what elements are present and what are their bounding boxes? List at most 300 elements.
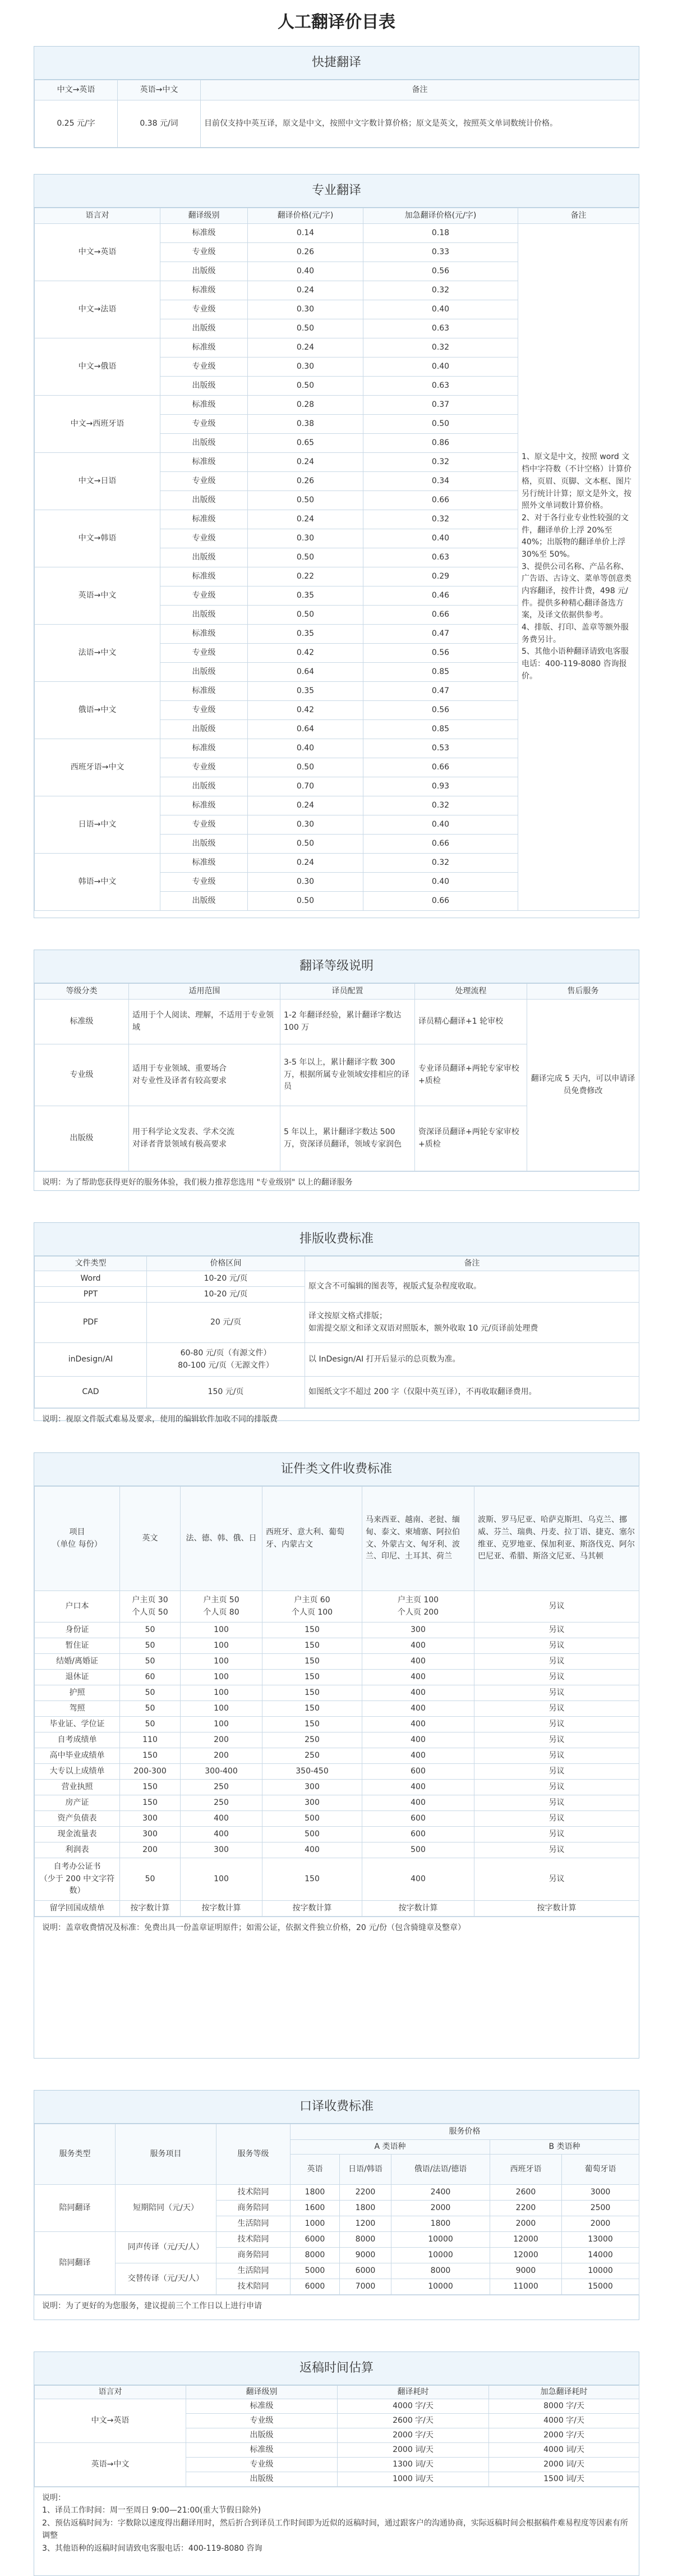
urgent-price: 0.29	[363, 567, 518, 586]
quick-row	[35, 100, 639, 148]
cert-price: 100	[181, 1654, 262, 1670]
quick-translation-section-header: 快捷翻译	[34, 47, 639, 80]
service-price: 9000	[340, 2248, 391, 2263]
service-item: 同声传译（元/天/人）	[116, 2232, 216, 2263]
turnaround-time: 4000 字/天	[489, 2414, 639, 2428]
cert-price: 400	[362, 1670, 474, 1685]
cert-item: 暂住证	[35, 1638, 120, 1654]
cert-price: 50	[120, 1638, 181, 1654]
service-price: 12000	[490, 2248, 562, 2263]
urgent-price: 0.63	[363, 319, 518, 338]
price: 0.28	[248, 396, 363, 415]
pro-remark: 1、原文是中文，按照 word 文档中字符数（不计空格）计算价格，页眉、页脚、文本框、图片另行统计计算；原文是外文，按照外文单词数计算价格。 2、对于各行业专业性较强的文件，翻译单价上浮 20%至 40%；出版物的翻译单价上浮 30%至 50%。 3、提供公司名称、产品名称、广告语、古诗文、菜单等创意类内容翻译，按件计费，498 元/件。提供多种精心翻译备选方案，及译文依据供参考。 4、排版、打印、盖章等额外服务费另计。 5、其他小语种翻译请致电客服电话：400-119-8080 咨询报价。	[518, 224, 639, 911]
service-item: 短期陪同（元/天）	[116, 2185, 216, 2232]
cert-price: 另议	[474, 1654, 639, 1670]
price-range: 60-80 元/页（有源文件） 80-100 元/页（无源文件）	[147, 1343, 305, 1377]
translation-level: 专业级	[160, 815, 248, 835]
cert-item: 利润表	[35, 1842, 120, 1858]
translation-level: 标准级	[186, 2443, 338, 2458]
cert-price: 150	[262, 1638, 362, 1654]
cert-price: 150	[262, 1717, 362, 1732]
language-pair: 法语→中文	[35, 625, 160, 682]
column-header: 价格区间	[147, 1257, 305, 1271]
price: 0.50	[248, 892, 363, 911]
oral-row	[35, 2263, 639, 2279]
price: 0.24	[248, 510, 363, 529]
price: 0.35	[248, 682, 363, 701]
urgent-price: 0.33	[363, 243, 518, 262]
pro-table	[34, 208, 639, 911]
cert-price: 50	[120, 1622, 181, 1638]
translation-level: 专业级	[160, 472, 248, 491]
column-header: 备注	[518, 208, 639, 224]
urgent-price: 0.66	[363, 606, 518, 625]
turnaround-row	[35, 2399, 639, 2414]
urgent-price: 0.40	[363, 357, 518, 377]
column-header: 马来西亚、越南、老挝、缅甸、泰文、柬埔寨、阿拉伯文、外蒙古文、匈牙利、波兰、印尼、土耳其、荷兰	[362, 1487, 474, 1591]
cert-price: 另议	[474, 1748, 639, 1764]
typeset-section-header: 排版收费标准	[34, 1223, 639, 1256]
cert-section	[34, 1452, 639, 2059]
price: 0.50	[248, 758, 363, 777]
column-header: 翻译级别	[160, 208, 248, 224]
price: 0.24	[248, 796, 363, 815]
cert-price: 另议	[474, 1858, 639, 1901]
cert-row	[35, 1591, 639, 1622]
cert-item: 驾照	[35, 1701, 120, 1717]
turnaround-time: 2000 字/天	[489, 2428, 639, 2443]
column-header: 法、德、韩、俄、日	[181, 1487, 262, 1591]
cert-price: 100	[181, 1701, 262, 1717]
cert-price: 另议	[474, 1622, 639, 1638]
cert-price: 50	[120, 1858, 181, 1901]
service-price: 9000	[490, 2263, 562, 2279]
typeset-section	[34, 1222, 639, 1424]
cert-item: 留学回国成绩单	[35, 1901, 120, 1917]
level-detail: 用于科学论文发表、学术交流 对译者背景领域有极高要求	[129, 1106, 280, 1171]
column-header: 处理流程	[415, 984, 527, 1000]
service-price: 5000	[291, 2263, 340, 2279]
oral-note: 说明：为了更好的为您服务，建议提前三个工作日以上进行申请	[34, 2295, 639, 2317]
cert-price: 150	[262, 1685, 362, 1701]
level-name: 标准级	[35, 1000, 129, 1044]
level-detail: 译员精心翻译+1 轮审校	[415, 1000, 527, 1044]
file-type: PPT	[35, 1287, 147, 1303]
cert-row	[35, 1717, 639, 1732]
translation-level: 出版级	[160, 262, 248, 281]
price: 0.70	[248, 777, 363, 796]
service-price: 1800	[291, 2185, 340, 2201]
service-price: 2000	[391, 2201, 490, 2216]
translation-level: 出版级	[160, 777, 248, 796]
column-header: 英文	[120, 1487, 181, 1591]
cert-row	[35, 1795, 639, 1811]
typeset-row	[35, 1303, 639, 1343]
price-range: 10-20 元/页	[147, 1287, 305, 1303]
translation-level: 出版级	[160, 606, 248, 625]
turnaround-section-header: 返稿时间估算	[34, 2352, 639, 2385]
cert-price: 300	[120, 1811, 181, 1827]
turnaround-time: 8000 字/天	[489, 2399, 639, 2414]
translation-level: 专业级	[160, 873, 248, 892]
price: 0.50	[248, 835, 363, 854]
cert-price: 50	[120, 1685, 181, 1701]
cert-price: 250	[181, 1795, 262, 1811]
level-detail: 资深译员翻译+两轮专家审校 +质检	[415, 1106, 527, 1171]
cert-row	[35, 1842, 639, 1858]
cert-price: 户主页 60 个人页 100	[262, 1591, 362, 1622]
translation-level: 标准级	[160, 338, 248, 357]
column-header: 服务类型	[35, 2124, 116, 2185]
service-price: 1000	[291, 2216, 340, 2232]
cert-row	[35, 1811, 639, 1827]
turnaround-time: 4000 词/天	[489, 2443, 639, 2458]
price: 0.30	[248, 357, 363, 377]
cert-item: 结婚/离婚证	[35, 1654, 120, 1670]
translation-level: 标准级	[160, 224, 248, 243]
price: 0.50	[248, 491, 363, 510]
column-header: 等级分类	[35, 984, 129, 1000]
typeset-remark: 译文按原文格式排版； 如需提交原文和译文双语对照版本，额外收取 10 元/页译前处理费	[305, 1303, 639, 1343]
price: 0.22	[248, 567, 363, 586]
service-price: 1600	[291, 2201, 340, 2216]
turnaround-time: 2000 词/天	[338, 2443, 489, 2458]
cert-item: 户口本	[35, 1591, 120, 1622]
column-header: 翻译价格(元/字)	[248, 208, 363, 224]
turnaround-time: 2000 词/天	[489, 2458, 639, 2472]
cert-price: 300	[120, 1827, 181, 1842]
translation-level: 标准级	[160, 682, 248, 701]
typeset-row	[35, 1343, 639, 1377]
cert-price: 400	[362, 1685, 474, 1701]
cert-item: 房产证	[35, 1795, 120, 1811]
price: 0.24	[248, 338, 363, 357]
cert-price: 另议	[474, 1717, 639, 1732]
cert-row	[35, 1827, 639, 1842]
service-price: 11000	[490, 2279, 562, 2295]
cert-price: 400	[362, 1717, 474, 1732]
price: 0.35	[248, 586, 363, 606]
cert-price: 另议	[474, 1780, 639, 1795]
column-header: 西班牙、意大利、葡萄牙、内蒙古文	[262, 1487, 362, 1591]
translation-level: 专业级	[186, 2414, 338, 2428]
language-pair: 中文→日语	[35, 453, 160, 510]
cert-price: 另议	[474, 1827, 639, 1842]
urgent-price: 0.85	[363, 663, 518, 682]
cert-price: 150	[262, 1858, 362, 1901]
language-pair: 日语→中文	[35, 796, 160, 854]
service-price: 10000	[391, 2279, 490, 2295]
cert-price: 200	[181, 1732, 262, 1748]
cert-price: 100	[181, 1638, 262, 1654]
cert-price: 60	[120, 1670, 181, 1685]
urgent-price: 0.32	[363, 854, 518, 873]
group-header: B 类语种	[490, 2140, 639, 2155]
column-header: 服务等级	[216, 2124, 291, 2185]
price: 0.30	[248, 873, 363, 892]
file-type: Word	[35, 1271, 147, 1287]
cert-row	[35, 1701, 639, 1717]
cert-price: 250	[262, 1732, 362, 1748]
turnaround-time: 4000 字/天	[338, 2399, 489, 2414]
level-detail: 3-5 年以上，累计翻译字数 300 万，根据所属专业领域安排相应的译员	[280, 1044, 415, 1106]
price: 0.40	[248, 262, 363, 281]
language-pair: 中文→俄语	[35, 338, 160, 396]
language-pair: 英语→中文	[35, 567, 160, 625]
urgent-price: 0.47	[363, 625, 518, 644]
language-header: 日语/韩语	[340, 2155, 391, 2185]
translation-level: 标准级	[160, 854, 248, 873]
cert-item: 自考成绩单	[35, 1732, 120, 1748]
cert-item: 护照	[35, 1685, 120, 1701]
pro-row	[35, 224, 639, 243]
language-pair: 中文→法语	[35, 281, 160, 338]
turnaround-section	[34, 2352, 639, 2576]
cert-price: 100	[181, 1685, 262, 1701]
price: 0.64	[248, 720, 363, 739]
urgent-price: 0.32	[363, 453, 518, 472]
cert-header-row	[35, 1487, 639, 1591]
cert-item: 自考办公证书 （少于 200 中文字符数）	[35, 1858, 120, 1901]
turnaround-time: 1000 词/天	[338, 2472, 489, 2487]
urgent-price: 0.32	[363, 281, 518, 300]
turnaround-note-line: 2、预估返稿时间为：字数除以速度得出翻译用时，然后折合到译员工作时间即为近似的返稿时间，通过跟客户的沟通协商，实际返稿时间会根据稿件难易程度等因素有所调整	[42, 2518, 628, 2541]
language-pair: 俄语→中文	[35, 682, 160, 739]
column-header: 语言对	[35, 2386, 186, 2399]
service-price: 2200	[490, 2201, 562, 2216]
level-detail: 适用于专业领域、重要场合 对专业性及译者有较高要求	[129, 1044, 280, 1106]
service-type: 陪同翻译	[35, 2185, 116, 2232]
cert-price: 400	[181, 1827, 262, 1842]
price: 0.40	[248, 739, 363, 758]
typeset-header-row	[35, 1257, 639, 1271]
translation-level: 出版级	[186, 2428, 338, 2443]
service-price: 2500	[562, 2201, 639, 2216]
price: 0.50	[248, 377, 363, 396]
turnaround-note-line: 3、其他语种的返稿时间请致电客服电话：400-119-8080 咨询	[42, 2543, 262, 2553]
cert-price: 500	[362, 1842, 474, 1858]
cert-price: 400	[362, 1858, 474, 1901]
quick-translation-section	[34, 46, 639, 148]
translation-level: 出版级	[186, 2472, 338, 2487]
service-type: 陪同翻译	[35, 2232, 116, 2295]
quick-remark: 目前仅支持中英互译，原文是中文，按照中文字数计算价格；原文是英文，按照英文单词数统计价格。	[201, 100, 639, 148]
cert-price: 300	[262, 1780, 362, 1795]
price: 0.65	[248, 434, 363, 453]
service-price: 7000	[340, 2279, 391, 2295]
cert-row	[35, 1764, 639, 1780]
service-level: 商务陪同	[216, 2248, 291, 2263]
service-price: 15000	[562, 2279, 639, 2295]
service-price: 14000	[562, 2248, 639, 2263]
turnaround-time: 1500 词/天	[489, 2472, 639, 2487]
cert-row	[35, 1901, 639, 1917]
turnaround-time: 2600 字/天	[338, 2414, 489, 2428]
price: 0.30	[248, 529, 363, 548]
service-level: 生活陪同	[216, 2263, 291, 2279]
translation-level: 专业级	[160, 758, 248, 777]
translation-level: 出版级	[160, 835, 248, 854]
column-header: 备注	[201, 80, 639, 100]
column-header: 售后服务	[527, 984, 639, 1000]
cert-price: 600	[362, 1764, 474, 1780]
service-price: 2400	[391, 2185, 490, 2201]
cert-price: 户主页 30 个人页 50	[120, 1591, 181, 1622]
turnaround-time: 2000 字/天	[338, 2428, 489, 2443]
turnaround-notes	[34, 2487, 639, 2559]
column-header: 语言对	[35, 208, 160, 224]
cert-note: 说明：盖章收费情况及标准：免费出具一份盖章证明原件；如需公证，依据文件独立价格，20 元/份（包含骑缝章及整章）	[34, 1917, 639, 1938]
cert-price: 按字数计算	[362, 1901, 474, 1917]
price-range: 10-20 元/页	[147, 1271, 305, 1287]
cert-price: 按字数计算	[181, 1901, 262, 1917]
cert-price: 300	[262, 1795, 362, 1811]
after-sales: 翻译完成 5 天内，可以申请译员免费修改	[527, 1000, 639, 1171]
cert-price: 400	[362, 1748, 474, 1764]
column-header: 文件类型	[35, 1257, 147, 1271]
price: 0.26	[248, 243, 363, 262]
oral-header-row	[35, 2124, 639, 2140]
urgent-price: 0.32	[363, 338, 518, 357]
cert-price: 按字数计算	[262, 1901, 362, 1917]
price: 0.26	[248, 472, 363, 491]
translation-level: 标准级	[160, 567, 248, 586]
cert-price: 150	[262, 1701, 362, 1717]
cert-item: 资产负债表	[35, 1811, 120, 1827]
column-header: 中文→英语	[35, 80, 118, 100]
translation-level: 标准级	[160, 396, 248, 415]
service-item: 交替传译（元/天/人）	[116, 2263, 216, 2295]
service-level: 技术陪同	[216, 2232, 291, 2248]
translation-level: 出版级	[160, 319, 248, 338]
service-level: 技术陪同	[216, 2185, 291, 2201]
language-header: 英语	[291, 2155, 340, 2185]
price: 0.64	[248, 663, 363, 682]
translation-level: 专业级	[160, 300, 248, 319]
price: 0.50	[248, 548, 363, 567]
urgent-price: 0.86	[363, 434, 518, 453]
translation-level: 标准级	[160, 453, 248, 472]
cert-price: 500	[262, 1827, 362, 1842]
turnaround-note-line: 说明：	[42, 2494, 66, 2502]
column-header: 波斯、罗马尼亚、哈萨克斯坦、乌克兰、挪威、芬兰、瑞典、丹麦、拉丁语、捷克、塞尔维亚、克罗地亚、保加利亚、斯洛伐克、阿尔巴尼亚、希腊、斯洛文尼亚、马其顿	[474, 1487, 639, 1591]
cert-price: 200-300	[120, 1764, 181, 1780]
translation-level: 出版级	[160, 663, 248, 682]
translation-level: 出版级	[160, 491, 248, 510]
service-price: 2000	[562, 2216, 639, 2232]
cert-price: 另议	[474, 1795, 639, 1811]
cert-item: 身份证	[35, 1622, 120, 1638]
language-pair: 韩语→中文	[35, 854, 160, 911]
cert-item: 大专以上成绩单	[35, 1764, 120, 1780]
urgent-price: 0.47	[363, 682, 518, 701]
language-header: 西班牙语	[490, 2155, 562, 2185]
cert-price: 400	[181, 1811, 262, 1827]
level-detail: 专业译员翻译+两轮专家审校+质检	[415, 1044, 527, 1106]
cert-price: 600	[362, 1827, 474, 1842]
file-type: CAD	[35, 1377, 147, 1408]
cert-price: 150	[262, 1622, 362, 1638]
urgent-price: 0.40	[363, 815, 518, 835]
cert-price: 400	[362, 1701, 474, 1717]
service-price: 8000	[391, 2263, 490, 2279]
column-header: 翻译级别	[186, 2386, 338, 2399]
cert-price: 400	[362, 1780, 474, 1795]
column-header: 译员配置	[280, 984, 415, 1000]
service-price: 10000	[391, 2248, 490, 2263]
cert-price: 200	[181, 1748, 262, 1764]
column-header: 加急翻译耗时	[489, 2386, 639, 2399]
cert-price: 110	[120, 1732, 181, 1748]
levels-header-row	[35, 984, 639, 1000]
cert-price: 50	[120, 1717, 181, 1732]
service-price: 2200	[340, 2185, 391, 2201]
oral-row	[35, 2185, 639, 2201]
cert-row	[35, 1654, 639, 1670]
translation-level: 专业级	[160, 644, 248, 663]
service-price: 1800	[340, 2201, 391, 2216]
level-name: 专业级	[35, 1044, 129, 1106]
language-pair: 中文→西班牙语	[35, 396, 160, 453]
cert-price: 100	[181, 1622, 262, 1638]
cert-row	[35, 1638, 639, 1654]
service-price: 10000	[391, 2232, 490, 2248]
quick-price: 0.38 元/词	[118, 100, 201, 148]
urgent-price: 0.50	[363, 415, 518, 434]
typeset-remark: 以 InDesign/AI 打开后显示的总页数为准。	[305, 1343, 639, 1377]
service-price: 8000	[291, 2248, 340, 2263]
cert-row	[35, 1780, 639, 1795]
price: 0.24	[248, 854, 363, 873]
turnaround-table	[34, 2385, 639, 2487]
pro-translation-section	[34, 174, 639, 918]
price: 0.38	[248, 415, 363, 434]
cert-price: 另议	[474, 1701, 639, 1717]
oral-section-header: 口译收费标准	[34, 2091, 639, 2124]
group-header: A 类语种	[291, 2140, 490, 2155]
urgent-price: 0.32	[363, 796, 518, 815]
cert-item: 毕业证、学位证	[35, 1717, 120, 1732]
urgent-price: 0.66	[363, 491, 518, 510]
price-range: 150 元/页	[147, 1377, 305, 1408]
pro-translation-section-header: 专业翻译	[34, 175, 639, 208]
translation-level: 标准级	[160, 796, 248, 815]
urgent-price: 0.66	[363, 758, 518, 777]
translation-level: 出版级	[160, 548, 248, 567]
oral-section	[34, 2090, 639, 2320]
cert-price: 400	[362, 1638, 474, 1654]
cert-row	[35, 1670, 639, 1685]
service-price: 6000	[291, 2232, 340, 2248]
oral-row	[35, 2232, 639, 2248]
language-pair: 中文→英语	[35, 224, 160, 281]
column-header: 服务价格	[291, 2124, 639, 2140]
cert-price: 另议	[474, 1764, 639, 1780]
language-header: 俄语/法语/德语	[391, 2155, 490, 2185]
cert-price: 50	[120, 1654, 181, 1670]
urgent-price: 0.40	[363, 300, 518, 319]
translation-level: 专业级	[160, 529, 248, 548]
level-detail: 1-2 年翻译经验，累计翻译字数达 100 万	[280, 1000, 415, 1044]
oral-table	[34, 2124, 639, 2295]
service-level: 生活陪同	[216, 2216, 291, 2232]
column-header: 服务项目	[116, 2124, 216, 2185]
typeset-remark: 如图纸文字不超过 200 字（仅限中英互译），不再收取翻译费用。	[305, 1377, 639, 1408]
cert-price: 400	[262, 1842, 362, 1858]
translation-level: 出版级	[160, 377, 248, 396]
cert-item: 高中毕业成绩单	[35, 1748, 120, 1764]
level-detail: 5 年以上，累计翻译字数达 500 万，资深译员翻译，领域专家润色	[280, 1106, 415, 1171]
